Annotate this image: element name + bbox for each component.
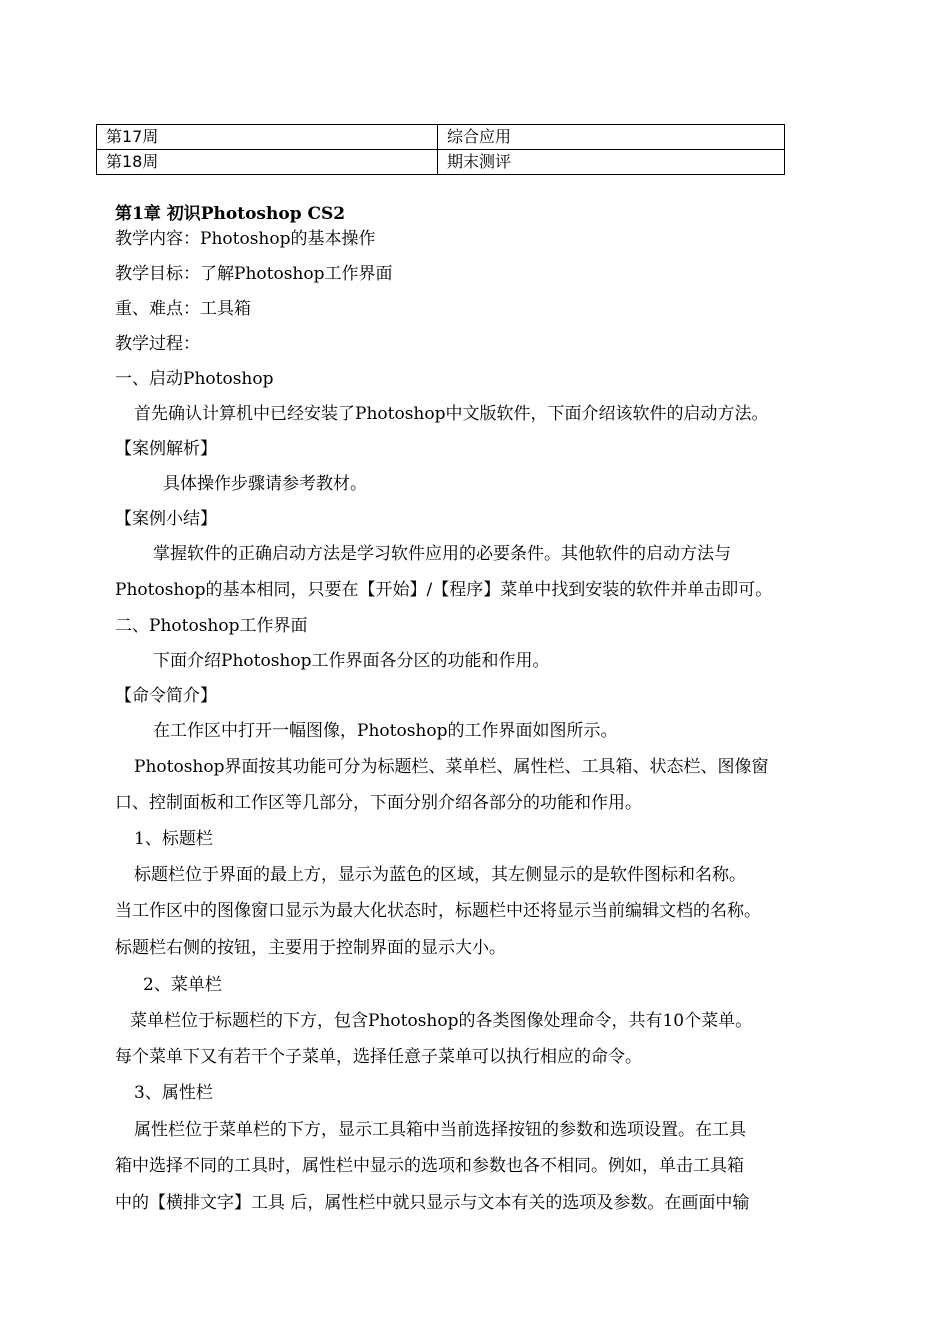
paragraph-line: 在工作区中打开一幅图像，Photoshop的工作界面如图所示。 xyxy=(153,721,618,741)
section-heading: 一、启动Photoshop xyxy=(115,369,274,389)
table-row xyxy=(97,150,785,175)
topic-cell: 综合应用 xyxy=(438,125,785,150)
paragraph-line: Photoshop的基本相同，只要在【开始】/【程序】菜单中找到安装的软件并单击即可。 xyxy=(115,580,773,600)
paragraph-line: 具体操作步骤请参考教材。 xyxy=(163,474,367,494)
paragraph-line: 口、控制面板和工作区等几部分，下面分别介绍各部分的功能和作用。 xyxy=(115,793,642,813)
paragraph-line: 菜单栏位于标题栏的下方，包含Photoshop的各类图像处理命令，共有10个菜单。 xyxy=(130,1011,753,1031)
table-row xyxy=(97,125,785,150)
subsection-label: 【案例小结】 xyxy=(115,509,217,529)
subsection-label: 【命令简介】 xyxy=(115,686,217,706)
paragraph-line: 箱中选择不同的工具时，属性栏中显示的选项和参数也各不相同。例如，单击工具箱 xyxy=(115,1156,744,1176)
paragraph-line: 重、难点：工具箱 xyxy=(115,299,251,319)
paragraph-line: Photoshop界面按其功能可分为标题栏、菜单栏、属性栏、工具箱、状态栏、图像窗 xyxy=(134,757,769,777)
section-heading: 2、菜单栏 xyxy=(143,975,222,995)
paragraph-line: 每个菜单下又有若干个子菜单，选择任意子菜单可以执行相应的命令。 xyxy=(115,1047,642,1067)
chapter-title: 第1章 初识Photoshop CS2 xyxy=(115,204,346,224)
schedule-table xyxy=(96,124,785,175)
paragraph-line: 下面介绍Photoshop工作界面各分区的功能和作用。 xyxy=(153,651,550,671)
week-cell: 第17周 xyxy=(97,125,438,150)
paragraph-line: 掌握软件的正确启动方法是学习软件应用的必要条件。其他软件的启动方法与 xyxy=(153,544,731,564)
paragraph-line: 属性栏位于菜单栏的下方，显示工具箱中当前选择按钮的参数和选项设置。在工具 xyxy=(134,1120,746,1140)
paragraph-line: 教学内容：Photoshop的基本操作 xyxy=(115,229,376,249)
paragraph-line: 教学过程： xyxy=(115,334,200,354)
section-heading: 二、Photoshop工作界面 xyxy=(115,616,308,636)
paragraph-line: 当工作区中的图像窗口显示为最大化状态时，标题栏中还将显示当前编辑文档的名称。 xyxy=(115,901,761,921)
paragraph-line: 教学目标：了解Photoshop工作界面 xyxy=(115,264,393,284)
paragraph-line: 标题栏右侧的按钮，主要用于控制界面的显示大小。 xyxy=(115,938,506,958)
section-heading: 3、属性栏 xyxy=(134,1083,213,1103)
paragraph-line: 标题栏位于界面的最上方，显示为蓝色的区域，其左侧显示的是软件图标和名称。 xyxy=(134,865,746,885)
topic-cell: 期末测评 xyxy=(438,150,785,175)
week-cell: 第18周 xyxy=(97,150,438,175)
subsection-label: 【案例解析】 xyxy=(115,439,217,459)
section-heading: 1、标题栏 xyxy=(134,829,213,849)
paragraph-line: 中的【横排文字】工具 后，属性栏中就只显示与文本有关的选项及参数。在画面中输 xyxy=(115,1193,750,1213)
paragraph-line: 首先确认计算机中已经安装了Photoshop中文版软件，下面介绍该软件的启动方法。 xyxy=(134,404,769,424)
